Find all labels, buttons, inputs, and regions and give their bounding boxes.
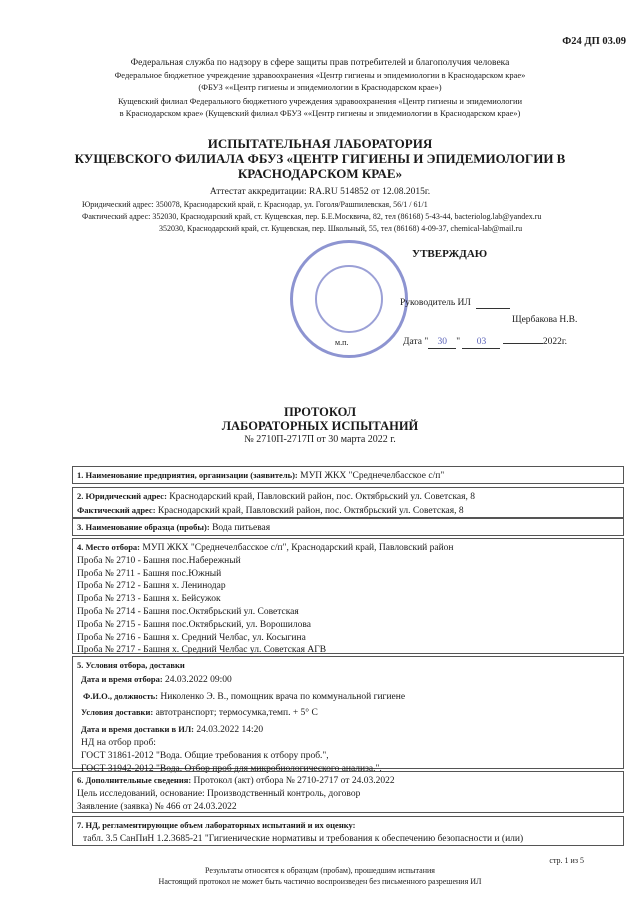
s5-nd-label: НД на отбор проб: [81, 737, 156, 748]
form-code: Ф24 ДП 03.09 [562, 36, 626, 47]
s5-date-label: Дата и время отбора: [81, 673, 163, 684]
actual-address: Фактический адрес: 352030, Краснодарский край, ст. Кущевская, пер. Б.Е.Москвича, 82, тел (86168) 5-43-44, bacteriolog.lab@yandex.ru [82, 212, 542, 221]
branch-line-2: в Краснодарском крае» (Кущевский филиал ФБУЗ ««Центр гигиены и эпидемиологии в Краснодарском крае») [119, 108, 521, 118]
s5-delivery-date-value: 24.03.2022 14:20 [196, 725, 264, 736]
s5-title: 5. Условия отбора, доставки [77, 660, 185, 670]
sample-item: Проба № 2714 - Башня пос.Октябрьский ул. Советская [77, 606, 299, 617]
branch-line-1: Кущевский филиал Федерального бюджетного учреждения здравоохранения «Центр гигиены и эпидемиологии [117, 96, 523, 106]
s5-fio-label: Ф.И.О., должность: [83, 690, 158, 701]
sample-item: Проба № 2712 - Башня х. Ленинодар [77, 581, 226, 592]
section-4 [72, 538, 624, 654]
protocol-number: № 2710П-2717П от 30 марта 2022 г. [244, 434, 396, 445]
institution-short-line: (ФБУЗ ««Центр гигиены и эпидемиологии в Краснодарском крае») [198, 82, 442, 92]
sample-item: Проба № 2711 - Башня пос.Южный [77, 568, 222, 579]
agency-line: Федеральная служба по надзору в сфере защиты прав потребителей и благополучия человека [130, 58, 510, 68]
approval-head-label: Руководитель ИЛ [400, 298, 471, 308]
sample-item: Проба № 2716 - Башня х. Средний Челбас, ул. Косыгина [77, 632, 306, 643]
sample-item: Проба № 2713 - Башня х. Бейсужок [77, 594, 221, 605]
protocol-title-2: ЛАБОРАТОРНЫХ ИСПЫТАНИЙ [221, 419, 419, 433]
approval-title: УТВЕРЖДАЮ [412, 248, 488, 260]
s2-actual-value: Краснодарский край, Павловский район, пос. Октябрьский ул. Советская, 8 [157, 505, 464, 516]
s5-fio-value: Николенко Э. В., помощник врача по коммунальной гигиене [160, 691, 406, 702]
page-number: стр. 1 из 5 [549, 856, 584, 865]
s6-label: 6. Дополнительные сведения: [77, 775, 192, 785]
seal-stamp-inner [315, 265, 383, 333]
s5-date-value: 24.03.2022 09:00 [165, 674, 232, 685]
section-2 [72, 487, 624, 518]
lab-title-1: ИСПЫТАТЕЛЬНАЯ ЛАБОРАТОРИЯ [207, 136, 433, 151]
seal-stamp [290, 240, 408, 358]
s4-label: 4. Место отбора: [77, 542, 141, 552]
s2-legal-value: Краснодарский край, Павловский район, пос. Октябрьский ул. Советская, 8 [169, 492, 476, 502]
s7-value: табл. 3.5 СанПиН 1.2.3685-21 "Гигиенические нормативы и требования к обеспечению безопасности и (или) [83, 833, 524, 844]
s3-value: Вода питьевая [212, 523, 271, 533]
approval-year: 2022г. [542, 337, 568, 347]
section-3 [72, 518, 624, 536]
sample-item: Проба № 2715 - Башня пос.Октябрьский, ул. Ворошилова [77, 619, 311, 630]
lab-title-2: КУЩЕВСКОГО ФИЛИАЛА ФБУЗ «ЦЕНТР ГИГИЕНЫ И ЭПИДЕМИОЛОГИИ В [74, 151, 566, 166]
sample-item: Проба № 2717 - Башня х. Средний Челбас ул. Советская АГВ [77, 645, 327, 656]
s4-value: МУП ЖКХ "Среднечелбасское с/п", Краснодарский край, Павловский район [142, 543, 454, 553]
lab-title-3: КРАСНОДАРСКОМ КРАЕ» [237, 166, 403, 181]
s7-label: 7. НД, регламентирующие объем лабораторных испытаний и их оценку: [77, 820, 356, 830]
approval-head-name: Щербакова Н.В. [512, 315, 578, 325]
approval-date: Дата " 30 " 03 2022г. [403, 337, 568, 347]
s6-application: Заявление (заявка) № 466 от 24.03.2022 [77, 801, 237, 812]
approval-day: 30 [428, 336, 456, 349]
s5-delivery-date-label: Дата и время доставки в ИЛ: [81, 724, 195, 735]
approval-month: 03 [462, 336, 500, 349]
footer-note-1: Результаты относятся к образцам (пробам), прошедшим испытания [205, 866, 435, 875]
s3-label: 3. Наименование образца (пробы): [77, 522, 210, 532]
accreditation: Аттестат аккредитации: RA.RU 514852 от 12.08.2015г. [209, 187, 431, 197]
s6-value: Протокол (акт) отбора № 2710-2717 от 24.03.2022 [193, 776, 395, 786]
legal-address: Юридический адрес: 350078, Краснодарский край, г. Краснодар, ул. Гоголя/Рашпилевская, 56/1 / 61/1 [82, 200, 428, 209]
section-6 [72, 771, 624, 813]
s2-legal-label: 2. Юридический адрес: [77, 491, 167, 501]
signature-line [476, 308, 510, 309]
approval-year-line [503, 343, 543, 344]
section-1 [72, 466, 624, 484]
section-5 [72, 656, 624, 774]
s5-delivery-label: Условия доставки: [81, 707, 154, 718]
s5-nd-2: ГОСТ 31942-2012 "Вода. Отбор проб для микробиологического анализа.". [81, 763, 382, 774]
protocol-title-1: ПРОТОКОЛ [283, 405, 357, 419]
s1-value: МУП ЖКХ "Среднечелбасское с/п" [300, 471, 445, 481]
s5-nd-1: ГОСТ 31861-2012 "Вода. Общие требования к отбору проб.", [81, 750, 329, 761]
actual-address-2: 352030, Краснодарский край, ст. Кущевская, пер. Школьный, 55, тел (86168) 4-09-37, chemical-lab@mail.ru [159, 224, 523, 233]
footer-note-2: Настоящий протокол не может быть частично воспроизведен без письменного разрешения ИЛ [158, 877, 482, 886]
approval-mp: м.п. [335, 338, 349, 347]
s1-label: 1. Наименование предприятия, организации (заявитель): [77, 470, 298, 480]
section-7 [72, 816, 624, 846]
s6-purpose: Цель исследований, основание: Производственный контроль, договор [77, 788, 361, 799]
s5-delivery-value: автотранспорт; термосумка,темп. + 5° С [155, 708, 318, 719]
s2-actual-label: Фактический адрес: [77, 504, 156, 515]
institution-line: Федеральное бюджетное учреждение здравоохранения «Центр гигиены и эпидемиологии в Краснодарском крае» [114, 70, 526, 80]
approval-date-label: Дата [403, 337, 422, 347]
sample-item: Проба № 2710 - Башня пос.Набережный [77, 555, 241, 566]
